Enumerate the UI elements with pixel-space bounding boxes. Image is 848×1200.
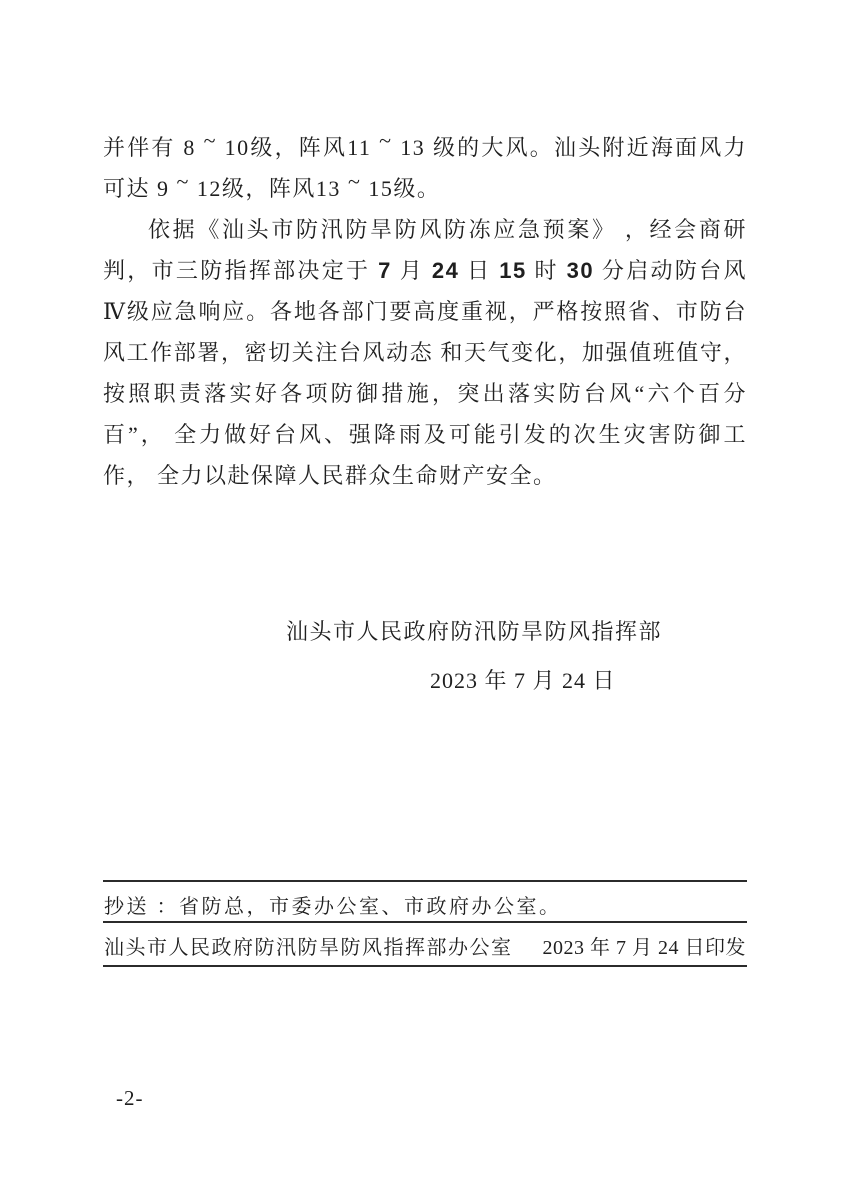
signature-organization: 汕头市人民政府防汛防旱防风指挥部 — [286, 619, 663, 644]
body-paragraph-emergency-response: 依据《汕头市防汛防旱防风防冻应急预案》 ，经会商研判，市三防指挥部决定于 7 月 24 日 15 时 30 分启动防台风Ⅳ级应急响应。各地各部门要高度重视，严格按照省、市防台风工作部署，密切关注台风动态 和天气变化，加强值班值守， 按照职责落实好各项防御措施，突出落实防台风“六个百分百”， 全力做好台风、强降雨及可能引发的次生灾害防御工作， 全力以赴保障人民群众生命财产安全。 — [103, 217, 747, 488]
issuing-office: 汕头市人民政府防汛防旱防风指挥部办公室 — [104, 937, 513, 959]
issue-row — [104, 931, 746, 960]
divider-bottom — [103, 965, 747, 967]
signature-date: 2023 年 7 月 24 日 — [430, 668, 616, 693]
divider-top — [103, 880, 747, 882]
cc-line: 抄送 ：省防总，市委办公室、市政府办公室。 — [104, 896, 562, 918]
page-number: -2- — [116, 1086, 144, 1110]
body-paragraph-wind-forecast: 并伴有 8 ~ 10级，阵风11 ~ 13 级的大风。汕头附近海面风力可达 9 ~ 12级，阵风13 ~ 15级。 — [103, 127, 747, 201]
print-date: 2023 年 7 月 24 日印发 — [542, 937, 746, 959]
divider-middle — [103, 921, 747, 923]
document-body — [103, 127, 747, 496]
